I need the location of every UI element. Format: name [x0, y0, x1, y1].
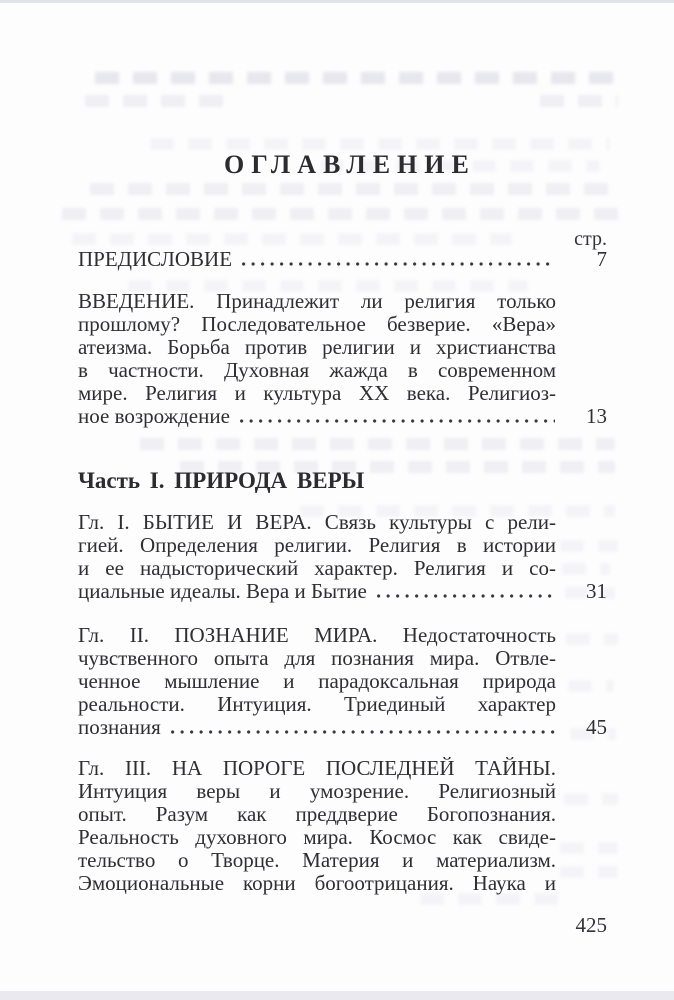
toc-line: тельство о Творце. Материя и материализм. [78, 848, 556, 872]
toc-line: циальные идеалы. Вера и Бытие [78, 579, 367, 603]
toc-last-line [78, 716, 607, 739]
dot-leader [242, 262, 555, 266]
toc-line: опыт. Разум как преддверие Богопознания. [78, 802, 556, 826]
bleed-through-text [95, 72, 615, 84]
toc-line: атеизма. Борьба против религии и христианства [78, 335, 556, 359]
toc-line: в частности. Духовная жажда в современном [78, 358, 556, 382]
toc-entry-chapter1 [78, 511, 607, 603]
toc-entry-introduction [78, 290, 607, 428]
dot-leader [171, 730, 555, 734]
toc-line: чувственного опыта для познания мира. Отвле- [78, 646, 556, 670]
toc-line: мире. Религия и культура XX века. Религиоз- [78, 381, 556, 405]
toc-title: ОГЛАВЛЕНИЕ [224, 150, 476, 179]
toc-last-line [78, 405, 607, 428]
toc-line: ВВЕДЕНИЕ. Принадлежит ли религия только [78, 289, 556, 313]
toc-entry-chapter3 [78, 757, 607, 895]
bleed-through-text [90, 183, 618, 195]
toc-line: гией. Определения религии. Религия в истории [78, 533, 556, 557]
page-column-label: стр. [574, 228, 607, 250]
toc-line: и ее надысторический характер. Религия и со- [78, 556, 556, 580]
toc-entry-title: ПРЕДИСЛОВИЕ [78, 247, 233, 271]
toc-line: Гл. II. ПОЗНАНИЕ МИРА. Недостаточность [78, 623, 556, 647]
toc-line: познания [78, 715, 161, 739]
toc-line: ное возрождение [78, 404, 230, 428]
dot-leader [377, 594, 555, 598]
bleed-through-text [85, 95, 235, 107]
toc-last-line [78, 580, 607, 603]
dot-leader [240, 419, 555, 423]
toc-page-number: 45 [586, 715, 607, 739]
toc-entry-chapter2 [78, 624, 607, 739]
page-number: 425 [575, 913, 607, 937]
bleed-through-text [62, 208, 618, 220]
page-top-edge [0, 0, 674, 3]
toc-line: Эмоциональные корни богоотрицания. Наука и [78, 871, 556, 895]
bleed-through-text [72, 233, 512, 245]
toc-line: Реальность духовного мира. Космос как свиде- [78, 825, 556, 849]
bleed-through-text [540, 95, 618, 107]
part1-heading: Часть I. ПРИРОДА ВЕРЫ [78, 468, 365, 493]
bleed-through-text [150, 138, 610, 150]
toc-line: реальности. Интуиция. Триединый характер [78, 692, 556, 716]
bleed-through-text [140, 438, 615, 450]
page-bottom-edge [0, 991, 674, 1000]
toc-line: Гл. III. НА ПОРОГЕ ПОСЛЕДНЕЙ ТАЙНЫ. [78, 756, 556, 780]
toc-page-number: 7 [596, 247, 607, 271]
toc-entry-preface [78, 248, 607, 271]
toc-page-number: 13 [586, 404, 607, 428]
toc-line: Гл. I. БЫТИЕ И ВЕРА. Связь культуры с рели- [78, 510, 556, 534]
toc-page-number: 31 [586, 579, 607, 603]
toc-line: Интуиция веры и умозрение. Религиозный [78, 779, 556, 803]
toc-line: прошлому? Последовательное безверие. «Вера» [78, 312, 556, 336]
toc-line: ченное мышление и парадоксальная природа [78, 669, 556, 693]
